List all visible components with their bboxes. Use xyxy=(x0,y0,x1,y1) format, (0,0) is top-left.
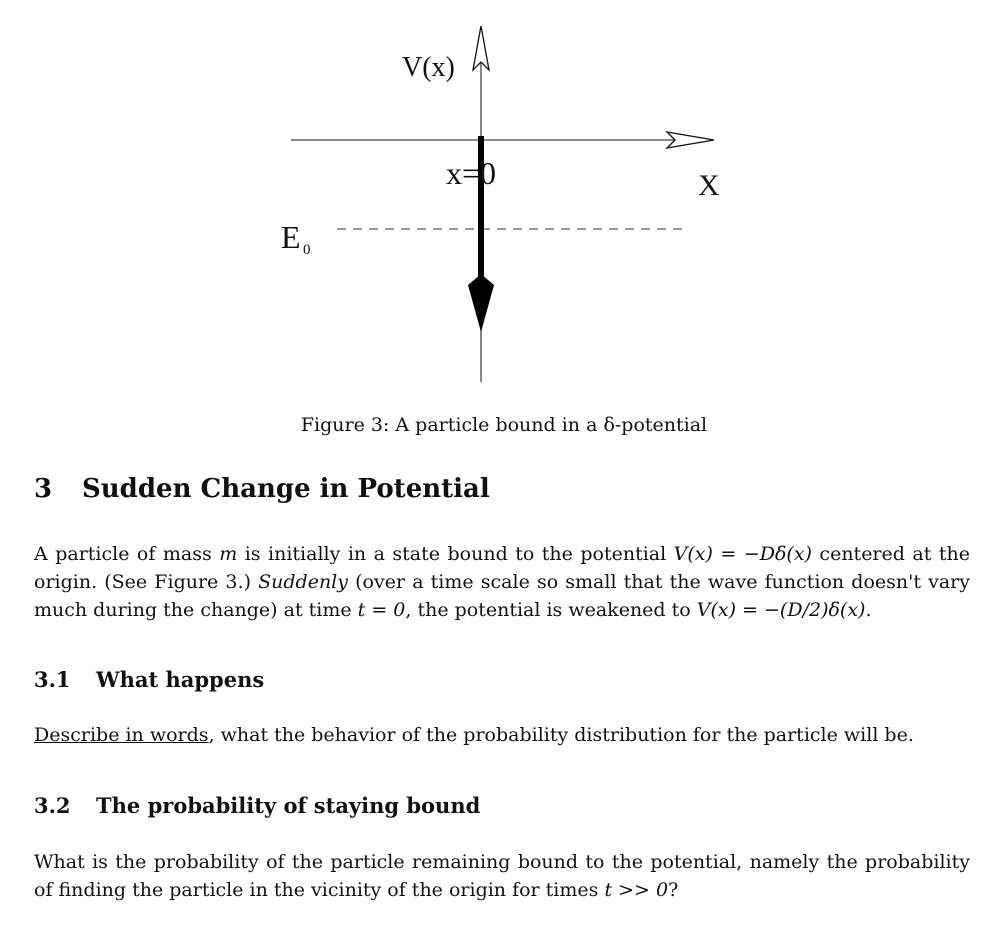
x-axis-label: X xyxy=(698,169,720,202)
text: . xyxy=(865,599,872,621)
emphasis: Suddenly xyxy=(258,571,348,593)
delta-potential-figure xyxy=(0,0,1008,400)
section-number: 3 xyxy=(34,474,53,504)
section-heading xyxy=(34,474,490,504)
text: (over a time scale so small that the wave function doesn't vary much during the change) at time xyxy=(34,571,970,621)
energy-label: E xyxy=(281,219,301,255)
text: , the potential is weakened to xyxy=(405,599,697,621)
math-equation: V(x) = −Dδ(x) xyxy=(673,543,812,565)
subsection-heading xyxy=(34,667,264,692)
math-equation: V(x) = −(D/2)δ(x) xyxy=(696,599,866,621)
text: is initially in a state bound to the potential xyxy=(237,543,674,565)
section-paragraph xyxy=(34,540,970,624)
origin-label: x=0 xyxy=(446,155,497,191)
subsection-paragraph xyxy=(34,848,970,904)
subsection-number: 3.1 xyxy=(34,667,71,692)
subsection-title: What happens xyxy=(96,667,265,692)
delta-potential-arrow-icon xyxy=(468,274,494,332)
text: A particle of mass xyxy=(34,543,220,565)
math-equation: t >> 0 xyxy=(604,879,669,901)
figure-caption: Figure 3: A particle bound in a δ-potential xyxy=(300,414,708,436)
subsection-paragraph xyxy=(34,721,970,749)
math-m: m xyxy=(219,543,238,565)
text: , what the behavior of the probability distribution for the particle will be. xyxy=(208,724,914,746)
text: centered at the origin. (See Figure 3.) xyxy=(34,543,970,593)
text: What is the probability of the particle remaining bound to the potential, namely the probability of finding the particle in the vicinity of the origin for times xyxy=(34,851,970,901)
underlined-text: Describe in words xyxy=(34,724,209,746)
section-title: Sudden Change in Potential xyxy=(82,474,490,504)
y-axis-label: V(x) xyxy=(402,52,455,83)
math-equation: t = 0 xyxy=(357,599,406,621)
subsection-heading xyxy=(34,793,480,818)
text: ? xyxy=(668,879,679,901)
subsection-title: The probability of staying bound xyxy=(96,793,481,818)
energy-subscript: 0 xyxy=(303,242,311,258)
subsection-number: 3.2 xyxy=(34,793,71,818)
